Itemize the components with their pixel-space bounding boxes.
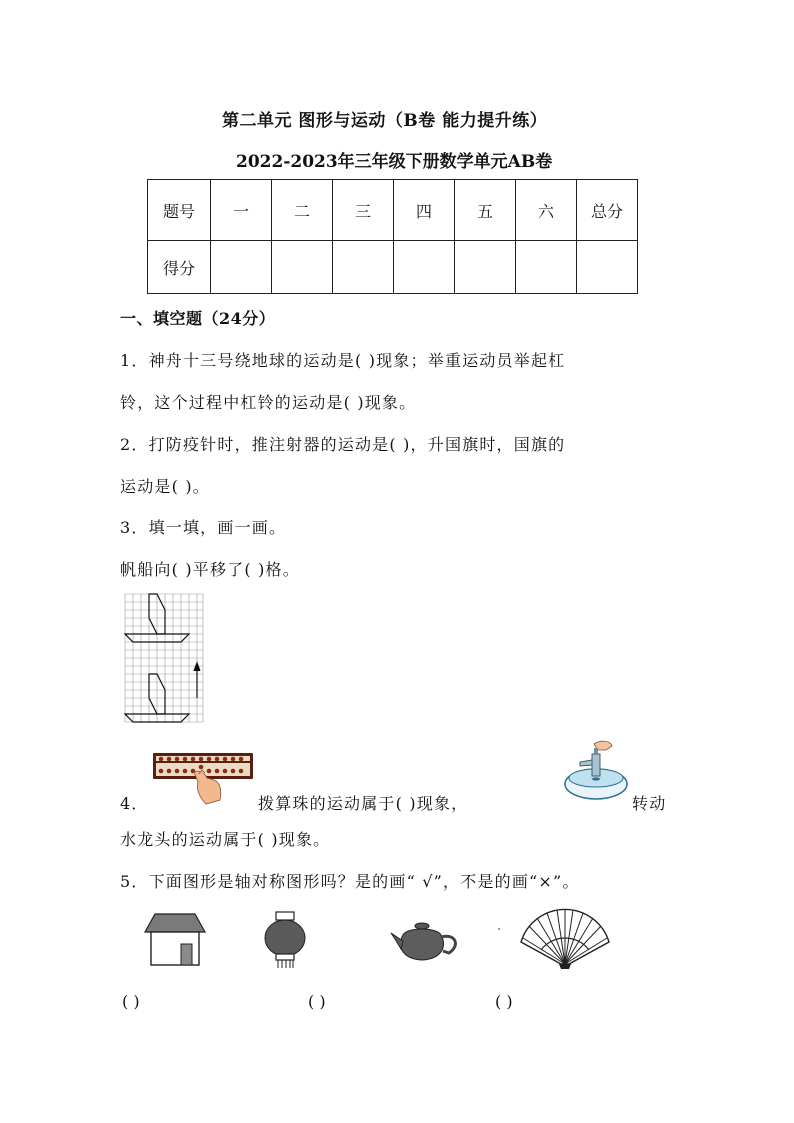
question-1-line-1: 1．神舟十三号绕地球的运动是( )现象；举重运动员举起杠 (120, 351, 566, 370)
sailboat-grid-icon (124, 593, 204, 723)
question-4-number: 4． (120, 794, 149, 813)
question-5-line-1: 5．下面图形是轴对称图形吗？是的画“ √”，不是的画“×”。 (120, 872, 580, 891)
question-4-line-2: 水龙头的运动属于( )现象。 (120, 830, 331, 849)
question-2-line-2: 运动是( )。 (120, 477, 210, 496)
page-title: 第二单元 图形与运动（B卷 能力提升练） (222, 111, 548, 131)
page-subtitle: 2022-2023年三年级下册数学单元AB卷 (236, 152, 553, 172)
teapot-icon (389, 915, 463, 965)
score-cell[interactable] (394, 241, 455, 294)
table-header-cell: 三 (333, 180, 394, 241)
question-4-text-2: 转动 (632, 794, 667, 813)
score-table (147, 179, 638, 294)
question-4-text-1: 拨算珠的运动属于( )现象， (258, 794, 469, 813)
score-cell[interactable] (577, 241, 638, 294)
question-2-line-1: 2．打防疫针时，推注射器的运动是( )，升国旗时，国旗的 (120, 435, 566, 454)
speck-mark (498, 928, 500, 930)
question-1-line-2: 铃，这个过程中杠铃的运动是( )现象。 (120, 393, 417, 412)
table-header-cell: 四 (394, 180, 455, 241)
answer-blank-1[interactable]: ( ) (122, 992, 140, 1011)
score-cell[interactable] (211, 241, 272, 294)
lantern-icon (262, 910, 308, 970)
score-cell[interactable] (455, 241, 516, 294)
abacus-icon (152, 750, 254, 806)
section-heading: 一、填空题（24分） (120, 309, 276, 328)
faucet-sink-icon (562, 738, 632, 806)
table-header-cell: 题号 (148, 180, 211, 241)
score-cell[interactable] (333, 241, 394, 294)
score-cell[interactable] (516, 241, 577, 294)
score-cell[interactable] (272, 241, 333, 294)
table-header-cell: 一 (211, 180, 272, 241)
house-icon (143, 912, 207, 968)
question-3-line-1: 3．填一填，画一画。 (120, 518, 287, 537)
answer-blank-2[interactable]: ( ) (308, 992, 326, 1011)
table-header-cell: 二 (272, 180, 333, 241)
table-header-cell: 五 (455, 180, 516, 241)
table-header-cell: 六 (516, 180, 577, 241)
table-header-cell: 总分 (577, 180, 638, 241)
question-3-line-2: 帆船向( )平移了( )格。 (120, 560, 300, 579)
score-row-label: 得分 (148, 241, 211, 294)
answer-blank-3[interactable]: ( ) (495, 992, 513, 1011)
fan-icon (519, 908, 611, 970)
